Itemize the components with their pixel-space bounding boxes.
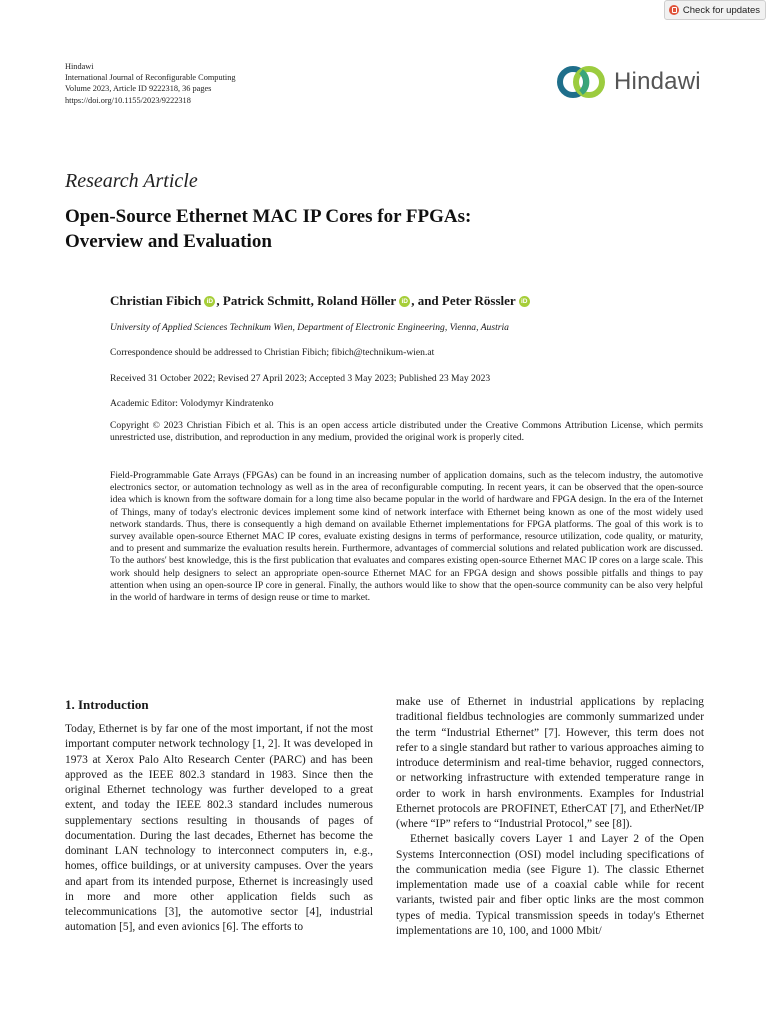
author-name: Christian Fibich	[110, 293, 202, 308]
publisher-name: Hindawi	[65, 62, 94, 71]
hindawi-logo-icon	[555, 62, 607, 102]
hindawi-logo	[555, 62, 701, 102]
copyright-notice: Copyright © 2023 Christian Fibich et al. This is an open access article distributed under the Creative Commons Attribution License, which permits unrestricted use, distribution, and reproduction in any medium, provided the original work is properly cited.	[110, 420, 703, 444]
title-line-1: Open-Source Ethernet MAC IP Cores for FPGAs:	[65, 206, 472, 227]
body-column-right	[396, 695, 704, 939]
check-for-updates-label: Check for updates	[682, 4, 760, 16]
volume-info: Volume 2023, Article ID 9222318, 36 pages	[65, 84, 212, 94]
author-separator: ,	[216, 293, 223, 308]
academic-editor: Academic Editor: Volodymyr Kindratenko	[110, 398, 274, 409]
correspondence: Correspondence should be addressed to Christian Fibich; fibich@technikum-wien.at	[110, 347, 435, 358]
paragraph: Today, Ethernet is by far one of the most important, if not the most important computer network technology [1, 2]. It was developed in 1973 at Xerox Palo Alto Research Center (PARC) and has been approved as the IEEE 802.3 standard in 1983. Since then the original Ethernet technology was further developed to a great extent, and today the IEEE 802.3 standard includes numerous supplementary sections resulting in thousands of pages of documentation. During the last decades, Ethernet has become the dominant LAN technology to interconnect computers in, e.g., homes, office buildings, or at university campuses. Over the years and apart from its intended purpose, Ethernet is increasingly used in more and more other application fields such as telecommunications [3], the automotive sector [4], industrial automation [5], and even avionics [6]. The efforts to	[65, 723, 373, 934]
orcid-icon[interactable]: iD	[399, 296, 410, 307]
author-list	[110, 293, 531, 309]
body-column-left	[65, 722, 373, 936]
doi-link[interactable]: https://doi.org/10.1155/2023/9222318	[65, 95, 191, 105]
article-title	[65, 204, 665, 254]
check-for-updates-badge[interactable]	[664, 0, 766, 20]
paragraph: Ethernet basically covers Layer 1 and Layer 2 of the Open Systems Interconnection (OSI) model including specifications of the communication media (see Figure 1). The classic Ethernet implementation made use of a coaxial cable while for recent variants, twisted pair and fiber optic links are the most common types of media. Typical transmission speeds in today's Ethernet implementations are 10, 100, and 1000 Mbit/	[396, 833, 704, 937]
journal-name: International Journal of Reconfigurable Computing	[65, 73, 236, 83]
article-type: Research Article	[65, 170, 198, 192]
author-separator: , and	[411, 293, 442, 308]
section-heading-introduction: 1. Introduction	[65, 697, 149, 712]
affiliation: University of Applied Sciences Technikum Wien, Department of Electronic Engineering, Vienna, Austria	[110, 322, 509, 333]
abstract: Field-Programmable Gate Arrays (FPGAs) can be found in an increasing number of application domains, such as the telecom industry, the automotive electronics sector, or automation technology as well as in the area of reconfigurable computing. In recent years, it can be observed that the open-source idea which is known from the software domain for a long time also became popular in the world of hardware and FPGA design. In the era of the Internet of Things, many of today's electronic devices implement some kind of network interface with Ethernet being known as one of the most widely used network standards. Thus, there is consequently a high demand on available Ethernet implementations for FPGA platforms. The goal of this work is to survey available open-source Ethernet MAC IP cores, evaluate existing designs in terms of performance, resource utilization, code quality, or maturity, and to present and summarize the evaluation results herein. Furthermore, advantages of commercial solutions and related publication work are discussed. To the authors' best knowledge, this is the first publication that evaluates and compares existing open-source Ethernet MAC IP cores on a large scale. This work should help designers to select an appropriate open-source Ethernet MAC for an FPGA design and shows possible pitfalls and things to pay attention when using an open-source IP core in general. Finally, the authors would like to show that the open-source community can be also very helpful in the world of hardware in terms of design reuse or time to market.	[110, 470, 703, 604]
title-line-2: Overview and Evaluation	[65, 231, 272, 252]
paragraph: make use of Ethernet in industrial applications by replacing traditional fieldbus technologies are commonly summarized under the term “Industrial Ethernet” [7]. However, this term does not refer to a single standard but rather to various approaches aiming to introduce determinism and real-time behavior, rugged connectors, or networking infrastructure with extended temperature range in order to work in harsh environments. Examples for Industrial Ethernet protocols are PROFINET, EtherCAT [7], and EtherNet/IP (where “IP” refers to “Industrial Protocol,” see [8]).	[396, 696, 704, 830]
orcid-icon[interactable]: iD	[204, 296, 215, 307]
author-name: Peter Rössler	[441, 293, 516, 308]
publication-dates: Received 31 October 2022; Revised 27 April 2023; Accepted 3 May 2023; Published 23 May 2023	[110, 373, 491, 384]
hindawi-logo-text: Hindawi	[614, 68, 701, 95]
orcid-icon[interactable]: iD	[519, 296, 530, 307]
update-icon	[669, 5, 679, 15]
journal-meta	[65, 61, 236, 106]
author-name: Patrick Schmitt, Roland Höller	[222, 293, 397, 308]
